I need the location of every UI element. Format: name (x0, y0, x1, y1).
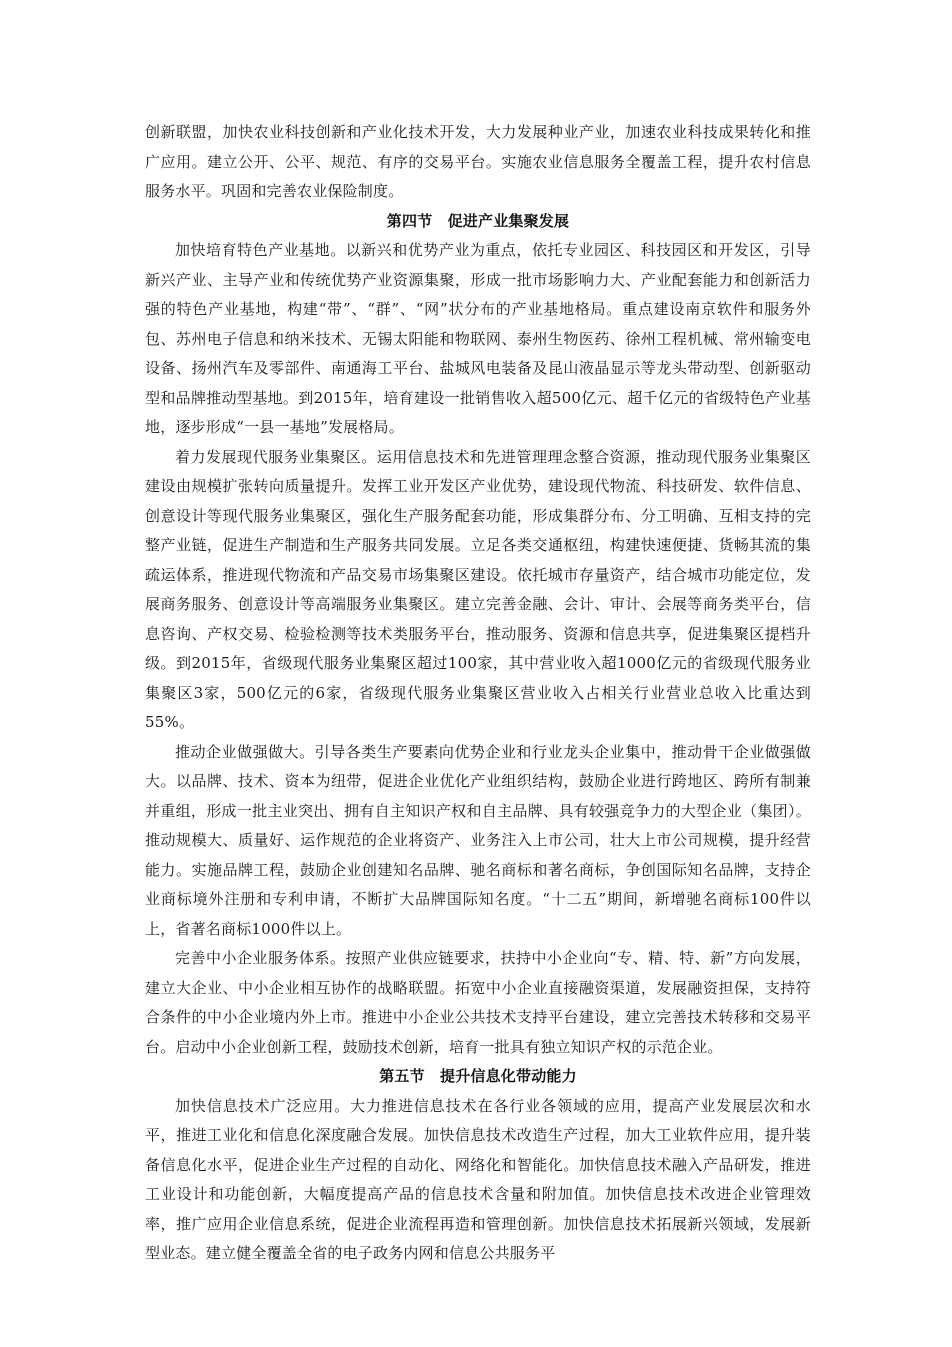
intro-paragraph: 创新联盟，加快农业科技创新和产业化技术开发，大力发展种业产业，加速农业科技成果转化和推广应用。建立公开、公平、规范、有序的交易平台。实施农业信息服务全覆盖工程，提升农村信息服务水平。巩固和完善农业保险制度。 (145, 123, 811, 200)
paragraph-sme-services: 完善中小企业服务体系。按照产业供应链要求，扶持中小企业向“专、精、特、新”方向发展，建立大企业、中小企业相互协作的战略联盟。拓宽中小企业直接融资渠道，发展融资担保，支持符合条件的中小企业境内外上市。推进中小企业公共技术支持平台建设，建立完善技术转移和交易平台。启动中小企业创新工程，鼓励技术创新，培育一批具有独立知识产权的示范企业。 (145, 949, 811, 1056)
section-4-title: 第四节 促进产业集聚发展 (386, 211, 570, 230)
paragraph-industrial-bases: 加快培育特色产业基地。以新兴和优势产业为重点，依托专业园区、科技园区和开发区，引导新兴产业、主导产业和传统优势产业资源集聚，形成一批市场影响力大、产业配套能力和创新活力强的特色产业基地，构建“带”、“群”、“网”状分布的产业基地格局。重点建设南京软件和服务外包、苏州电子信息和纳米技术、无锡太阳能和物联网、泰州生物医药、徐州工程机械、常州输变电设备、扬州汽车及零部件、南通海工平台、盐城风电装备及昆山液晶显示等龙头带动型、创新驱动型和品牌推动型基地。到2015年，培育建设一批销售收入超500亿元、超千亿元的省级特色产业基地，逐步形成“一县一基地”发展格局。 (145, 241, 811, 436)
document-body (145, 118, 811, 1269)
section-5-title: 第五节 提升信息化带动能力 (379, 1067, 577, 1085)
paragraph-service-clusters: 着力发展现代服务业集聚区。运用信息技术和先进管理理念整合资源，推动现代服务业集聚区建设由规模扩张转向质量提升。发挥工业开发区产业优势，建设现代物流、科技研发、软件信息、创意设计等现代服务业集聚区，强化生产服务配套功能，形成集群分布、分工明确、互相支持的完整产业链，促进生产制造和生产服务共同发展。立足各类交通枢纽，构建快速便捷、货畅其流的集疏运体系，推进现代物流和产品交易市场集聚区建设。依托城市存量资产，结合城市功能定位，发展商务服务、创意设计等高端服务业集聚区。建立完善金融、会计、审计、会展等商务类平台，信息咨询、产权交易、检验检测等技术类服务平台，推动服务、资源和信息共享，促进集聚区提档升级。到2015年，省级现代服务业集聚区超过100家，其中营业收入超1000亿元的省级现代服务业集聚区3家，500亿元的6家，省级现代服务业集聚区营业收入占相关行业营业总收入比重达到55%。 (145, 447, 811, 731)
paragraph-it-application: 加快信息技术广泛应用。大力推进信息技术在各行业各领域的应用，提高产业发展层次和水平，推进工业化和信息化深度融合发展。加快信息技术改造生产过程，加大工业软件应用，提升装备信息化水平，促进企业生产过程的自动化、网络化和智能化。加快信息技术融入产品研发，推进工业设计和功能创新，大幅度提高产品的信息技术含量和附加值。加快信息技术改进企业管理效率，推广应用企业信息系统，促进企业流程再造和管理创新。加快信息技术拓展新兴领域，发展新型业态。建立健全覆盖全省的电子政务内网和信息公共服务平 (145, 1096, 811, 1262)
paragraph-enterprise-growth: 推动企业做强做大。引导各类生产要素向优势企业和行业龙头企业集中，推动骨干企业做强做大。以品牌、技术、资本为纽带，促进企业优化产业组织结构，鼓励企业进行跨地区、跨所有制兼并重组，形成一批主业突出、拥有自主知识产权和自主品牌、具有较强竞争力的大型企业（集团）。推动规模大、质量好、运作规范的企业将资产、业务注入上市公司，壮大上市公司规模，提升经营能力。实施品牌工程，鼓励企业创建知名品牌、驰名商标和著名商标，争创国际知名品牌，支持企业商标境外注册和专利申请，不断扩大品牌国际知名度。“十二五”期间，新增驰名商标100件以上，省著名商标1000件以上。 (145, 742, 811, 938)
